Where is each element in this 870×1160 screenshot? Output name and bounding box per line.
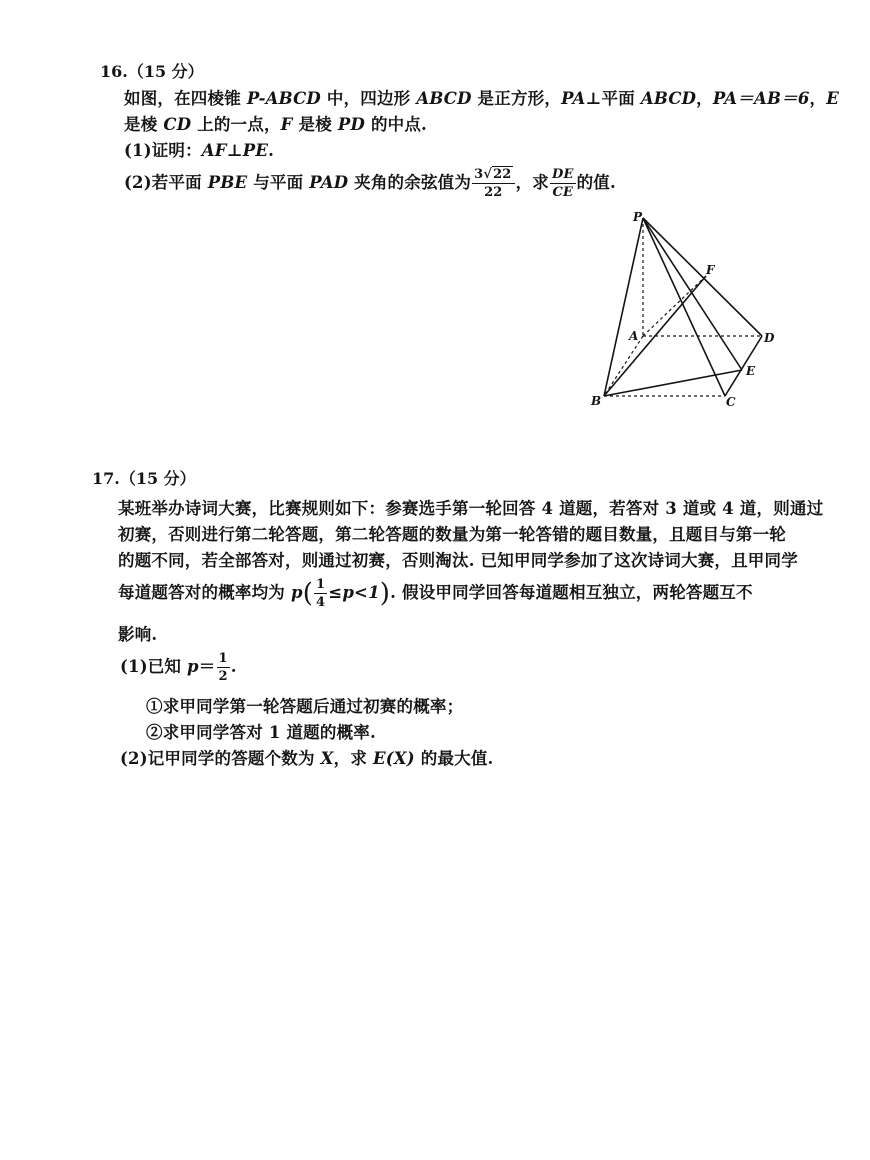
text: 中，四边形 xyxy=(320,89,417,108)
text: 的最大值. xyxy=(414,749,494,768)
ratio-denominator: CE xyxy=(552,185,574,200)
segment-be xyxy=(604,370,742,396)
label-c: C xyxy=(726,395,736,409)
q17-subpart-1: ①求甲同学第一轮答题后通过初赛的概率； xyxy=(146,697,464,716)
text: 与平面 xyxy=(247,173,310,192)
q17-line-1: 某班举办诗词大赛，比赛规则如下：参赛选手第一轮回答 4 道题，若答对 3 道或 4 道，则通过 xyxy=(118,499,824,518)
segment-pa: PA xyxy=(561,89,586,108)
radical-sign: √ xyxy=(483,167,493,182)
cosine-fraction xyxy=(472,168,515,199)
text: 是正方形， xyxy=(471,89,562,108)
edge-cd xyxy=(725,336,762,396)
half-fraction xyxy=(217,652,230,683)
label-p: P xyxy=(633,210,643,224)
edge-pc xyxy=(643,218,725,396)
q17-line-5: 影响. xyxy=(118,625,158,644)
edge-pd: PD xyxy=(337,115,365,134)
label-d: D xyxy=(764,331,775,345)
var-p: p xyxy=(187,657,199,676)
quarter-fraction xyxy=(314,578,327,609)
point-e: E xyxy=(826,89,839,108)
text: 上的一点， xyxy=(191,115,281,134)
segment-pe xyxy=(643,218,742,370)
q17-part-2 xyxy=(120,745,494,769)
text: 每道题答对的概率均为 xyxy=(118,583,291,602)
q17-line-3: 的题不同，若全部答对，则通过初赛，否则淘汰. 已知甲同学参加了这次诗词大赛，且甲同学 xyxy=(118,551,798,570)
text: 的中点. xyxy=(365,115,427,134)
frac-numerator: 1 xyxy=(218,651,228,666)
text: (2)若平面 xyxy=(124,173,208,192)
text: ⊥平面 xyxy=(585,89,641,108)
cosine-denominator: 22 xyxy=(484,185,503,200)
right-paren: ) xyxy=(379,578,391,609)
quad-name: ABCD xyxy=(416,89,472,108)
ratio-numerator: DE xyxy=(551,167,574,182)
plane-name: ABCD xyxy=(640,89,697,108)
text: . xyxy=(268,141,275,160)
q17-part-1 xyxy=(120,652,237,683)
text: (2)记甲同学的答题个数为 xyxy=(120,749,321,768)
q16-line-2 xyxy=(124,111,427,135)
label-a: A xyxy=(629,329,639,343)
text: 是棱 xyxy=(292,115,338,134)
frac-numerator: 1 xyxy=(316,577,326,592)
var-x: X xyxy=(320,749,334,768)
text: . xyxy=(230,657,237,676)
var-p: p xyxy=(290,583,303,602)
expectation: E(X) xyxy=(373,749,415,768)
frac-denominator: 2 xyxy=(218,669,228,684)
text: 如图，在四棱锥 xyxy=(124,89,247,108)
text: ， xyxy=(696,89,713,108)
radicand: 22 xyxy=(493,167,512,182)
equals: ＝ xyxy=(198,657,216,676)
q17-subpart-2: ②求甲同学答对 1 道题的概率. xyxy=(146,723,376,742)
label-e: E xyxy=(746,364,756,378)
ratio-fraction xyxy=(550,168,576,199)
text: . 假设甲同学回答每道题相互独立，两轮答题互不 xyxy=(390,583,753,602)
plane-pad: PAD xyxy=(309,173,349,192)
pyramid-name: P-ABCD xyxy=(246,89,321,108)
coef: 3 xyxy=(474,167,484,182)
q17-line-4 xyxy=(118,578,753,609)
perpendicular-claim: AF⊥PE xyxy=(201,141,269,160)
q16-header: 16.（15 分） xyxy=(100,62,204,81)
label-f: F xyxy=(706,263,715,277)
text: 是棱 xyxy=(124,115,164,134)
text: ，求 xyxy=(515,173,549,192)
frac-denominator: 4 xyxy=(316,595,326,610)
q17-line-2: 初赛，否则进行第二轮答题，第二轮答题的数量为第一轮答错的题目数量，且题目与第一轮 xyxy=(118,525,786,544)
cosine-numerator xyxy=(472,168,515,184)
text: ， xyxy=(809,89,827,108)
text: (1)证明： xyxy=(124,141,202,160)
condition: ≤p<1 xyxy=(328,583,380,602)
text: 的值. xyxy=(576,173,616,192)
text: (1)已知 xyxy=(120,657,188,676)
q17-header: 17.（15 分） xyxy=(92,469,196,488)
plane-pbe: PBE xyxy=(207,173,248,192)
label-b: B xyxy=(591,394,602,408)
text: ，求 xyxy=(333,749,374,768)
pyramid-figure xyxy=(580,205,780,415)
point-f: F xyxy=(280,115,293,134)
text: 夹角的余弦值为 xyxy=(348,173,472,192)
edge-pb xyxy=(604,218,643,396)
q16-part-2 xyxy=(124,168,616,199)
left-paren: ( xyxy=(302,578,314,609)
length-equation: PA＝AB＝6 xyxy=(712,89,810,108)
q16-line-1 xyxy=(124,85,839,109)
q16-part-1 xyxy=(124,137,274,161)
edge-cd: CD xyxy=(163,115,192,134)
